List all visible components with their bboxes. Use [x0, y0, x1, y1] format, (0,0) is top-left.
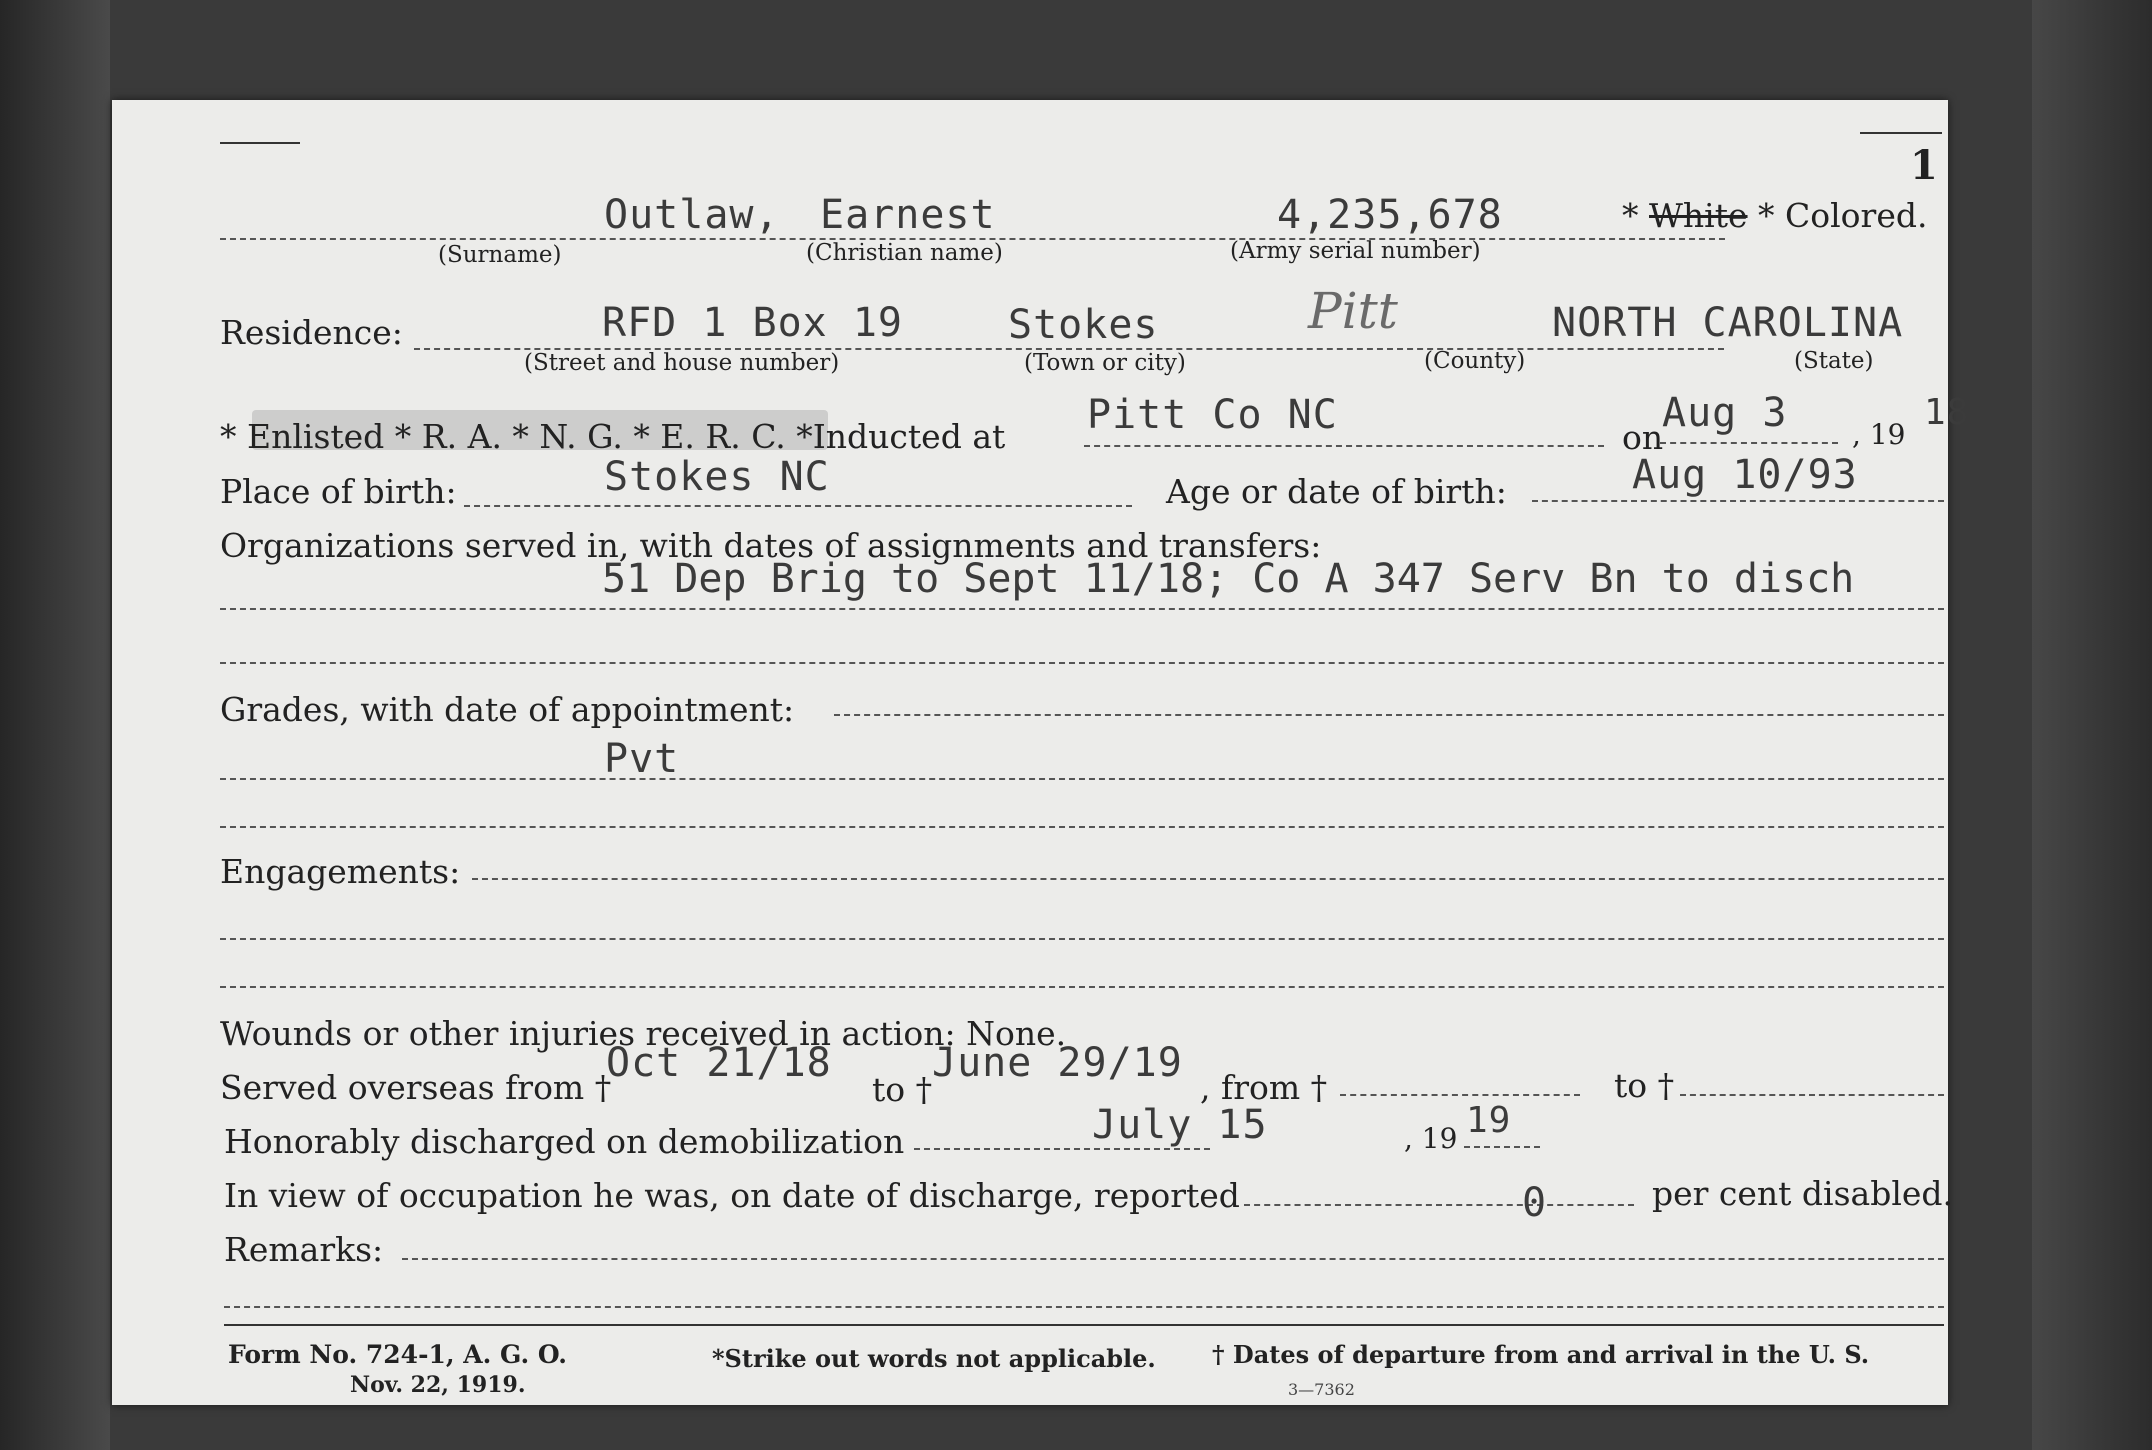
surname-caption: (Surname) — [438, 242, 562, 268]
place-of-birth-value: Stokes NC — [604, 454, 830, 500]
induction-year-value: 18 — [1924, 392, 1970, 433]
age-value: Aug 10/93 — [1632, 452, 1858, 498]
scan-backdrop-right — [2032, 0, 2152, 1450]
army-serial-value: 4,235,678 — [1277, 192, 1503, 238]
card-number: 1 — [1910, 142, 1938, 189]
inducted-at-label: Inducted at — [812, 417, 1006, 456]
overseas-from-value: Oct 21/18 — [606, 1040, 832, 1086]
top-right-rule — [1860, 132, 1942, 134]
residence-street-value: RFD 1 Box 19 — [602, 300, 903, 346]
grades-line-1 — [834, 714, 1944, 716]
overseas-to-value: June 29/19 — [932, 1040, 1183, 1086]
engagements-line-3 — [220, 986, 1944, 988]
residence-state-value: NORTH CAROLINA — [1552, 300, 1904, 346]
grades-label: Grades, with date of appointment: — [220, 690, 795, 729]
service-record-card — [112, 100, 1970, 1405]
discharge-date-line — [914, 1148, 1210, 1150]
print-code: 3—7362 — [1288, 1380, 1355, 1399]
christian-name-value: Earnest — [820, 192, 996, 238]
town-caption: (Town or city) — [1024, 350, 1186, 376]
disability-line — [1244, 1204, 1634, 1206]
engagements-label: Engagements: — [220, 852, 461, 891]
form-date: Nov. 22, 1919. — [350, 1372, 526, 1398]
county-caption: (County) — [1424, 348, 1526, 374]
organizations-value: 51 Dep Brig to Sept 11/18; Co A 347 Serv Bn to disch — [602, 556, 1855, 602]
induction-year-prefix-text: 19 — [1869, 418, 1906, 451]
overseas-to2-label-text: to — [1614, 1066, 1648, 1105]
induction-place-value: Pitt Co NC — [1087, 392, 1338, 438]
overseas-to2-line — [1680, 1094, 1944, 1096]
engagements-line-2 — [220, 938, 1944, 940]
footer-rule — [224, 1324, 1944, 1326]
residence-label: Residence: — [220, 313, 403, 352]
surname-value: Outlaw, — [604, 192, 780, 238]
race-colored-option: Colored. — [1785, 196, 1928, 235]
top-left-rule — [220, 142, 300, 144]
grades-line-2 — [220, 778, 1944, 780]
induction-place-line — [1084, 445, 1604, 447]
discharge-label: Honorably discharged on demobilization — [224, 1122, 905, 1161]
street-caption: (Street and house number) — [524, 350, 840, 376]
overseas-from2-label-text: , from — [1200, 1068, 1301, 1107]
age-line — [1532, 500, 1944, 502]
age-label: Age or date of birth: — [1166, 472, 1507, 511]
wounds-label: Wounds or other injuries received in action: None. — [220, 1014, 1067, 1053]
organizations-line-1 — [220, 608, 1944, 610]
served-overseas-label: Served overseas from † — [220, 1068, 612, 1107]
overseas-to-label-text: to — [872, 1070, 906, 1109]
residence-town-value: Stokes — [1008, 302, 1159, 348]
place-of-birth-label: Place of birth: — [220, 472, 457, 511]
induction-on-label: on — [1622, 418, 1664, 457]
remarks-label: Remarks: — [224, 1230, 384, 1269]
induction-date-line — [1660, 442, 1838, 444]
grades-value: Pvt — [604, 736, 680, 782]
discharge-year-prefix: , 19 — [1404, 1122, 1458, 1155]
army-serial-caption: (Army serial number) — [1230, 238, 1481, 264]
enlistment-options: * Enlisted * R. A. * N. G. * E. R. C. *Inducted at — [220, 417, 1006, 456]
overseas-from2-line — [1340, 1094, 1580, 1096]
race-options: * White * Colored. — [1622, 196, 1928, 235]
overseas-to-label: to † — [872, 1070, 933, 1109]
disability-label: In view of occupation he was, on date of discharge, reported — [224, 1176, 1240, 1215]
induction-year-prefix: , 19 — [1852, 418, 1906, 451]
dates-note: † Dates of departure from and arrival in the U. S. — [1212, 1340, 1870, 1369]
enlistment-options-text: Enlisted * R. A. * N. G. * E. R. C. — [247, 417, 786, 456]
served-overseas-label-text: Served overseas from — [220, 1068, 585, 1107]
discharge-date-value: July 15 — [1092, 1102, 1268, 1148]
overseas-to2-label: to † — [1614, 1066, 1675, 1105]
race-white-option: White — [1649, 196, 1748, 235]
state-caption: (State) — [1794, 348, 1874, 374]
scan-backdrop-left — [0, 0, 110, 1450]
grades-line-3 — [220, 826, 1944, 828]
organizations-label: Organizations served in, with dates of assignments and transfers: — [220, 526, 1322, 565]
remarks-line-2 — [224, 1306, 1944, 1308]
discharge-year-value: 19 — [1466, 1100, 1512, 1141]
remarks-line-1 — [402, 1258, 1944, 1260]
strike-out-note: *Strike out words not applicable. — [712, 1344, 1156, 1373]
induction-date-value: Aug 3 — [1662, 390, 1788, 436]
place-of-birth-line — [464, 505, 1132, 507]
discharge-year-line — [1464, 1146, 1540, 1148]
disability-suffix: per cent disabled. — [1652, 1174, 1954, 1213]
engagements-line-1 — [472, 878, 1944, 880]
organizations-line-2 — [220, 662, 1944, 664]
christian-name-caption: (Christian name) — [806, 240, 1003, 266]
form-number: Form No. 724-1, A. G. O. — [228, 1340, 567, 1369]
disability-value: 0 — [1522, 1180, 1548, 1226]
residence-county-value: Pitt — [1308, 282, 1398, 340]
overseas-from2-label: , from † — [1200, 1068, 1328, 1107]
